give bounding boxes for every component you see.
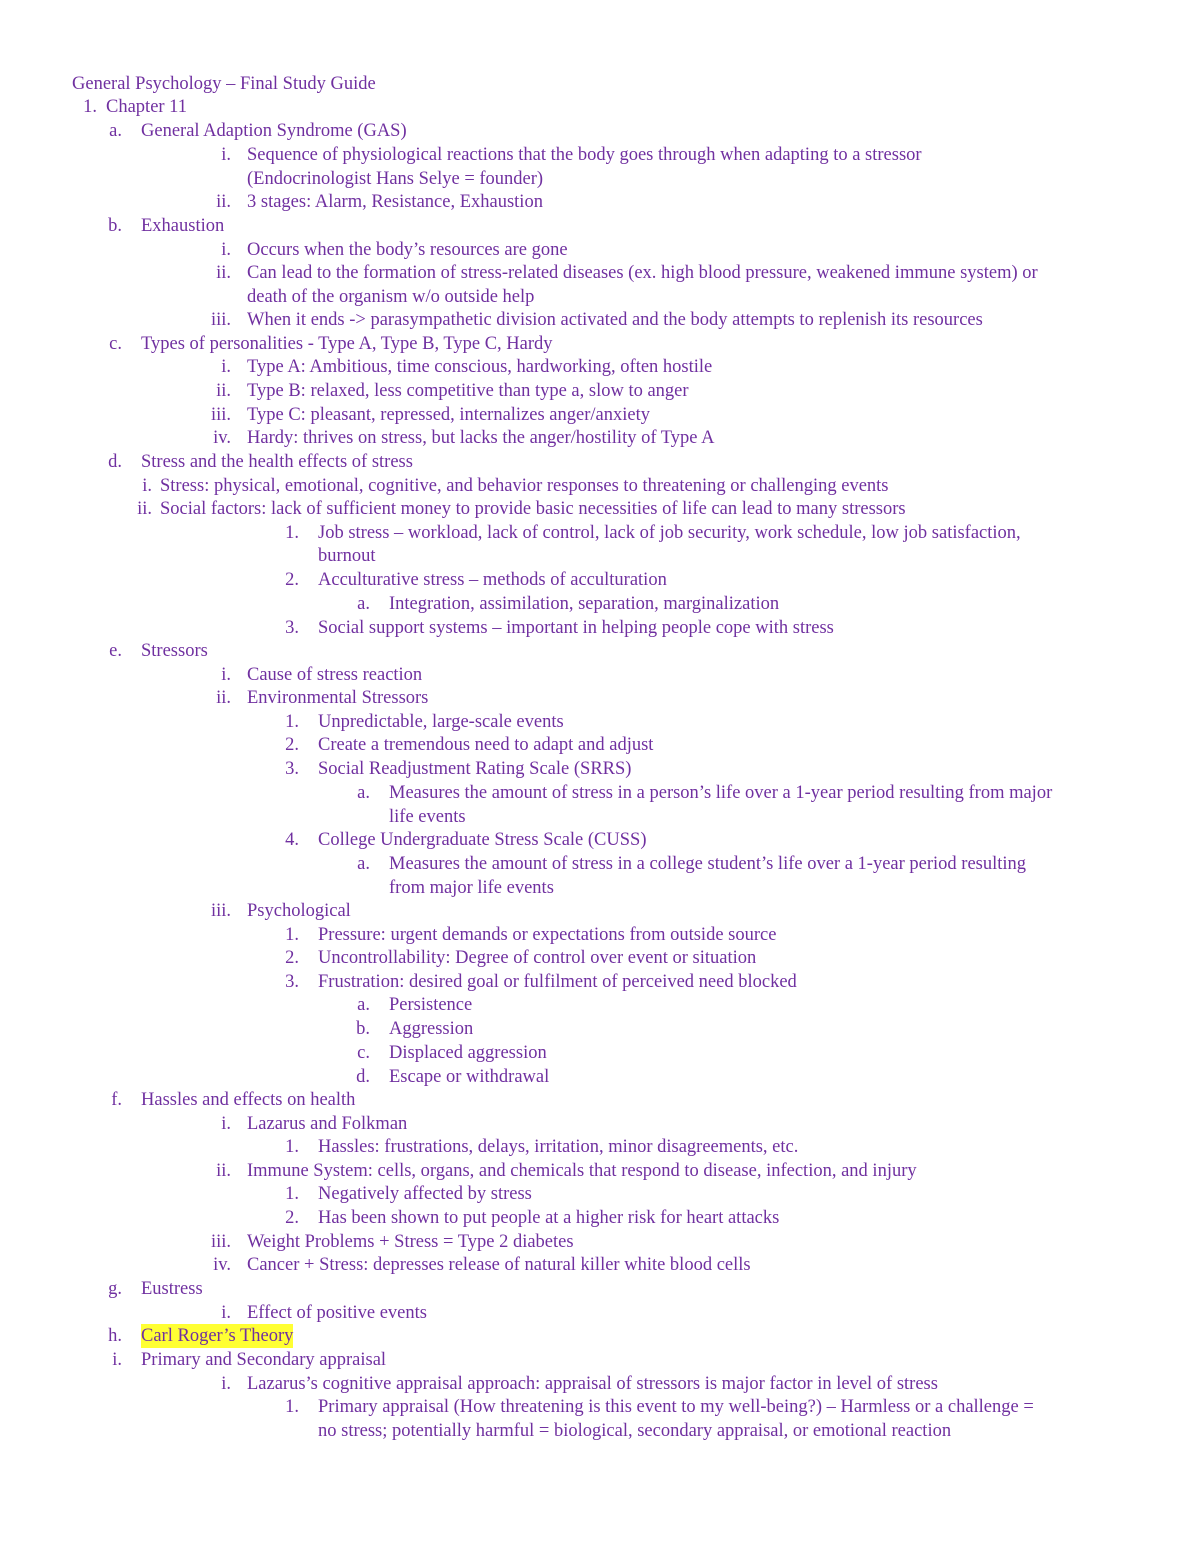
outline-text: College Undergraduate Stress Scale (CUSS) — [318, 830, 647, 850]
list-marker: i. — [112, 1350, 122, 1370]
outline-text: Acculturative stress – methods of acculturation — [318, 570, 667, 590]
outline-line — [0, 238, 1200, 262]
list-marker: ii. — [216, 263, 231, 283]
outline-line — [0, 1419, 1200, 1443]
outline-text: Type C: pleasant, repressed, internalizes anger/anxiety — [247, 405, 650, 425]
outline-text: Types of personalities - Type A, Type B, Type C, Hardy — [141, 334, 553, 354]
outline-line — [0, 1372, 1200, 1396]
list-marker: 3. — [285, 618, 299, 638]
list-marker: i. — [142, 476, 152, 496]
outline-text: Chapter 11 — [106, 97, 188, 117]
outline-line — [0, 1301, 1200, 1325]
outline-line — [0, 190, 1200, 214]
outline-text: Weight Problems + Stress = Type 2 diabetes — [247, 1232, 574, 1252]
outline-text: Lazarus’s cognitive appraisal approach: appraisal of stressors is major factor in level of stress — [247, 1374, 938, 1394]
list-marker: ii. — [216, 688, 231, 708]
outline-text: Sequence of physiological reactions that the body goes through when adapting to a stressor — [247, 145, 922, 165]
outline-line — [0, 805, 1200, 829]
list-marker: ii. — [137, 499, 152, 519]
outline-text: Type B: relaxed, less competitive than type a, slow to anger — [247, 381, 689, 401]
outline-text: Stress and the health effects of stress — [141, 452, 413, 472]
outline-text: Social factors: lack of sufficient money to provide basic necessities of life can lead to many stressors — [160, 499, 906, 519]
outline-line — [0, 379, 1200, 403]
document-title: General Psychology – Final Study Guide — [72, 74, 376, 94]
list-marker: 1. — [285, 1184, 299, 1204]
outline-text: Primary and Secondary appraisal — [141, 1350, 387, 1370]
outline-text: no stress; potentially harmful = biological, secondary appraisal, or emotional reaction — [318, 1421, 952, 1441]
outline-text: Immune System: cells, organs, and chemicals that respond to disease, infection, and injury — [247, 1161, 917, 1181]
list-marker: i. — [221, 1114, 231, 1134]
list-marker: ii. — [216, 381, 231, 401]
list-marker: a. — [109, 121, 122, 141]
outline-text: Create a tremendous need to adapt and adjust — [318, 735, 654, 755]
list-marker: 3. — [285, 759, 299, 779]
outline-text: Escape or withdrawal — [389, 1067, 550, 1087]
outline-line — [0, 1230, 1200, 1254]
outline-text: Measures the amount of stress in a college student’s life over a 1-year period resulting — [389, 854, 1027, 874]
outline-text: Lazarus and Folkman — [247, 1114, 408, 1134]
outline-text: Measures the amount of stress in a person’s life over a 1-year period resulting from major — [389, 783, 1053, 803]
outline-text: Displaced aggression — [389, 1043, 547, 1063]
outline-line — [0, 1088, 1200, 1112]
list-marker: iii. — [210, 901, 231, 921]
outline-line — [0, 1112, 1200, 1136]
outline-text: Frustration: desired goal or fulfilment of perceived need blocked — [318, 972, 797, 992]
outline-line — [0, 852, 1200, 876]
outline-line — [0, 876, 1200, 900]
list-marker: 1. — [285, 1397, 299, 1417]
outline-text: Aggression — [389, 1019, 474, 1039]
outline-line — [0, 923, 1200, 947]
list-marker: i. — [221, 665, 231, 685]
outline-text: Unpredictable, large-scale events — [318, 712, 564, 732]
outline-text: Environmental Stressors — [247, 688, 429, 708]
outline-text: Hassles: frustrations, delays, irritation, minor disagreements, etc. — [318, 1137, 799, 1157]
outline-text: (Endocrinologist Hans Selye = founder) — [247, 169, 544, 189]
outline-text: Primary appraisal (How threatening is this event to my well-being?) – Harmless or a challenge = — [318, 1397, 1034, 1417]
outline-text: Stress: physical, emotional, cognitive, and behavior responses to threatening or challenging events — [160, 476, 889, 496]
outline-line — [0, 332, 1200, 356]
outline-line — [0, 1395, 1200, 1419]
outline-text: Type A: Ambitious, time conscious, hardworking, often hostile — [247, 357, 713, 377]
outline-text: Stressors — [141, 641, 208, 661]
outline-line — [0, 426, 1200, 450]
outline-line — [0, 308, 1200, 332]
list-marker: e. — [109, 641, 122, 661]
outline-text: Cause of stress reaction — [247, 665, 423, 685]
outline-text: Job stress – workload, lack of control, lack of job security, work schedule, low job satisfaction, — [318, 523, 1021, 543]
list-marker: i. — [221, 240, 231, 260]
outline-text: Persistence — [389, 995, 473, 1015]
outline-line — [0, 521, 1200, 545]
list-marker: b. — [108, 216, 122, 236]
outline-line — [0, 592, 1200, 616]
outline-text: Pressure: urgent demands or expectations from outside source — [318, 925, 777, 945]
outline-text: death of the organism w/o outside help — [247, 287, 535, 307]
outline-text: When it ends -> parasympathetic division activated and the body attempts to replenish its resources — [247, 310, 983, 330]
outline-line — [0, 1348, 1200, 1372]
outline-text: Hardy: thrives on stress, but lacks the anger/hostility of Type A — [247, 428, 715, 448]
outline-line — [0, 1277, 1200, 1301]
outline-line — [0, 214, 1200, 238]
list-marker: 2. — [285, 570, 299, 590]
outline-line — [0, 1017, 1200, 1041]
outline-text: life events — [389, 807, 466, 827]
outline-line — [0, 1159, 1200, 1183]
list-marker: g. — [108, 1279, 122, 1299]
outline-text: Effect of positive events — [247, 1303, 427, 1323]
list-marker: iv. — [213, 1255, 231, 1275]
outline-text: Hassles and effects on health — [141, 1090, 356, 1110]
outline-text: General Adaption Syndrome (GAS) — [141, 121, 407, 141]
outline-line — [0, 686, 1200, 710]
list-marker: i. — [221, 1303, 231, 1323]
outline-line — [0, 1065, 1200, 1089]
list-marker: a. — [357, 783, 370, 803]
outline-line — [0, 474, 1200, 498]
outline-text: Social support systems – important in helping people cope with stress — [318, 618, 834, 638]
outline-line — [0, 639, 1200, 663]
list-marker: a. — [357, 995, 370, 1015]
outline-line — [0, 1135, 1200, 1159]
outline-line — [0, 1041, 1200, 1065]
outline-text: Has been shown to put people at a higher risk for heart attacks — [318, 1208, 780, 1228]
outline-line — [0, 1206, 1200, 1230]
outline-line — [0, 355, 1200, 379]
outline-text: Can lead to the formation of stress-related diseases (ex. high blood pressure, weakened immune system) or — [247, 263, 1038, 283]
outline-text: from major life events — [389, 878, 554, 898]
outline-text: Social Readjustment Rating Scale (SRRS) — [318, 759, 632, 779]
outline-line — [0, 1182, 1200, 1206]
list-marker: 1. — [83, 97, 97, 117]
outline-text: burnout — [318, 546, 376, 566]
list-marker: i. — [221, 357, 231, 377]
list-marker: b. — [356, 1019, 370, 1039]
outline-line — [0, 1253, 1200, 1277]
outline-text: Eustress — [141, 1279, 203, 1299]
outline-line — [0, 970, 1200, 994]
outline-text: Exhaustion — [141, 216, 225, 236]
list-marker: c. — [109, 334, 122, 354]
list-marker: 2. — [285, 735, 299, 755]
outline-text: Integration, assimilation, separation, marginalization — [389, 594, 780, 614]
list-marker: f. — [111, 1090, 122, 1110]
outline-line — [0, 285, 1200, 309]
list-marker: 1. — [285, 925, 299, 945]
list-marker: c. — [357, 1043, 370, 1063]
list-marker: 3. — [285, 972, 299, 992]
outline-line — [0, 710, 1200, 734]
list-marker: ii. — [216, 1161, 231, 1181]
outline-line — [0, 828, 1200, 852]
list-marker: 2. — [285, 1208, 299, 1228]
list-marker: 2. — [285, 948, 299, 968]
list-marker: a. — [357, 854, 370, 874]
list-marker: d. — [108, 452, 122, 472]
outline-line — [0, 167, 1200, 191]
outline-text: Negatively affected by stress — [318, 1184, 532, 1204]
outline-line — [0, 403, 1200, 427]
list-marker: iii. — [210, 405, 231, 425]
list-marker: h. — [108, 1326, 122, 1346]
list-marker: ii. — [216, 192, 231, 212]
list-marker: 1. — [285, 1137, 299, 1157]
list-marker: d. — [356, 1067, 370, 1087]
outline-text: 3 stages: Alarm, Resistance, Exhaustion — [247, 192, 543, 212]
highlighted-text: Carl Roger’s Theory — [141, 1326, 294, 1346]
list-marker: 1. — [285, 712, 299, 732]
outline-line — [0, 899, 1200, 923]
outline-line — [0, 946, 1200, 970]
outline-line — [0, 663, 1200, 687]
outline-line — [0, 143, 1200, 167]
list-marker: i. — [221, 145, 231, 165]
list-marker: 4. — [285, 830, 299, 850]
outline-line — [0, 616, 1200, 640]
outline-line — [0, 993, 1200, 1017]
outline-line — [0, 261, 1200, 285]
outline-line — [0, 450, 1200, 474]
outline-line — [0, 757, 1200, 781]
list-marker: iii. — [210, 1232, 231, 1252]
outline-line — [0, 781, 1200, 805]
outline-text: Uncontrollability: Degree of control over event or situation — [318, 948, 757, 968]
outline-line — [0, 733, 1200, 757]
outline-text: Cancer + Stress: depresses release of natural killer white blood cells — [247, 1255, 751, 1275]
list-marker: iii. — [210, 310, 231, 330]
list-marker: a. — [357, 594, 370, 614]
outline-line — [0, 497, 1200, 521]
outline-line — [0, 72, 1200, 96]
list-marker: 1. — [285, 523, 299, 543]
list-marker: iv. — [213, 428, 231, 448]
outline-line — [0, 1324, 1200, 1348]
outline-line — [0, 568, 1200, 592]
outline-text: Psychological — [247, 901, 351, 921]
outline-text: Occurs when the body’s resources are gone — [247, 240, 568, 260]
outline-line — [0, 119, 1200, 143]
outline-line — [0, 95, 1200, 119]
outline-line — [0, 544, 1200, 568]
list-marker: i. — [221, 1374, 231, 1394]
